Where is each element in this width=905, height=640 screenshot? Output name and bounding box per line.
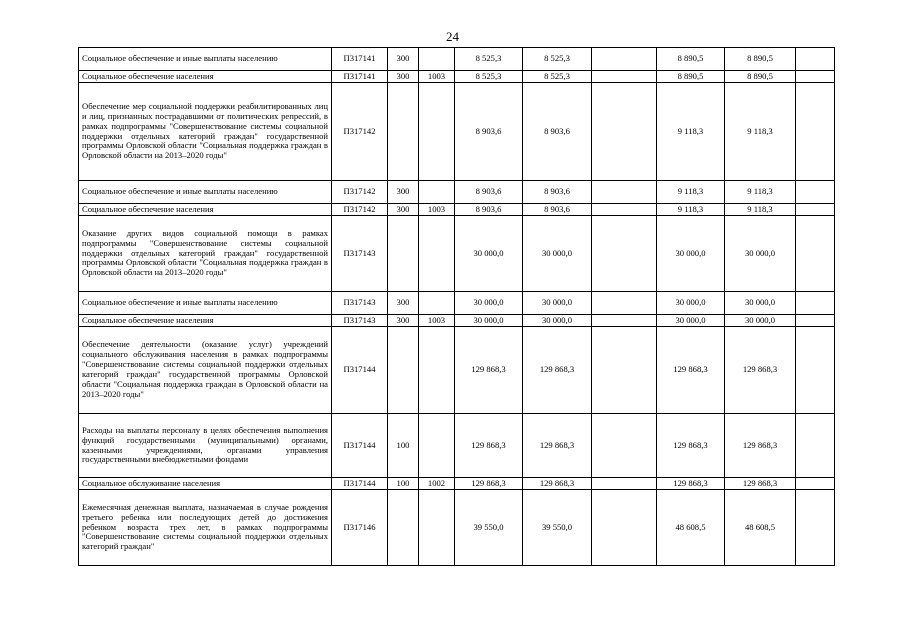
expense-type: 300 [388, 181, 419, 204]
row-name: Социальное обеспечение и иные выплаты населению [79, 48, 332, 71]
section-code: 1002 [419, 478, 455, 490]
amount-5: 30 000,0 [725, 292, 796, 315]
table-row [79, 216, 835, 292]
amount-6 [796, 71, 835, 83]
amount-2: 30 000,0 [523, 216, 592, 292]
amount-3 [592, 327, 657, 414]
expense-type: 100 [388, 478, 419, 490]
amount-5: 9 118,3 [725, 204, 796, 216]
table-row [79, 71, 835, 83]
table-row [79, 327, 835, 414]
amount-1: 129 868,3 [455, 414, 523, 478]
amount-4: 129 868,3 [657, 414, 725, 478]
target-code: П317142 [332, 204, 388, 216]
amount-6 [796, 414, 835, 478]
amount-6 [796, 327, 835, 414]
expense-type: 100 [388, 414, 419, 478]
amount-2: 8 903,6 [523, 181, 592, 204]
target-code: П317144 [332, 327, 388, 414]
section-code [419, 292, 455, 315]
expense-type: 300 [388, 48, 419, 71]
amount-3 [592, 490, 657, 566]
amount-5: 30 000,0 [725, 216, 796, 292]
amount-1: 39 550,0 [455, 490, 523, 566]
amount-6 [796, 181, 835, 204]
amount-2: 30 000,0 [523, 292, 592, 315]
amount-3 [592, 181, 657, 204]
amount-5: 30 000,0 [725, 315, 796, 327]
expense-type [388, 83, 419, 181]
section-code [419, 490, 455, 566]
amount-6 [796, 204, 835, 216]
amount-1: 30 000,0 [455, 315, 523, 327]
amount-5: 129 868,3 [725, 414, 796, 478]
target-code: П317143 [332, 292, 388, 315]
amount-2: 8 525,3 [523, 48, 592, 71]
amount-3 [592, 414, 657, 478]
amount-4: 8 890,5 [657, 48, 725, 71]
amount-3 [592, 292, 657, 315]
section-code [419, 48, 455, 71]
expense-type: 300 [388, 71, 419, 83]
target-code: П317141 [332, 48, 388, 71]
target-code: П317142 [332, 181, 388, 204]
amount-5: 8 890,5 [725, 48, 796, 71]
amount-4: 129 868,3 [657, 478, 725, 490]
budget-table [78, 47, 835, 566]
table-row [79, 414, 835, 478]
target-code: П317143 [332, 216, 388, 292]
row-name: Социальное обеспечение и иные выплаты населению [79, 292, 332, 315]
table-row [79, 490, 835, 566]
section-code: 1003 [419, 71, 455, 83]
amount-4: 129 868,3 [657, 327, 725, 414]
amount-4: 9 118,3 [657, 204, 725, 216]
amount-1: 30 000,0 [455, 216, 523, 292]
table-row [79, 83, 835, 181]
amount-6 [796, 490, 835, 566]
amount-1: 8 903,6 [455, 204, 523, 216]
amount-2: 8 903,6 [523, 83, 592, 181]
row-name: Социальное обеспечение и иные выплаты населению [79, 181, 332, 204]
amount-5: 129 868,3 [725, 327, 796, 414]
amount-5: 8 890,5 [725, 71, 796, 83]
expense-type: 300 [388, 315, 419, 327]
amount-2: 129 868,3 [523, 414, 592, 478]
row-name: Оказание других видов социальной помощи в рамках подпрограммы "Совершенствование системы социальной поддержки отдельных категорий граждан" государственной программы Орловской области "Социальная поддержка граждан в Орловской области на 2013–2020 годы" [79, 216, 332, 292]
amount-1: 129 868,3 [455, 327, 523, 414]
table-row [79, 478, 835, 490]
target-code: П317144 [332, 478, 388, 490]
section-code [419, 83, 455, 181]
expense-type: 300 [388, 204, 419, 216]
section-code [419, 327, 455, 414]
amount-5: 129 868,3 [725, 478, 796, 490]
target-code: П317146 [332, 490, 388, 566]
amount-6 [796, 292, 835, 315]
amount-2: 8 903,6 [523, 204, 592, 216]
amount-4: 9 118,3 [657, 181, 725, 204]
section-code: 1003 [419, 315, 455, 327]
table-row [79, 181, 835, 204]
row-name: Социальное обслуживание населения [79, 478, 332, 490]
amount-3 [592, 216, 657, 292]
section-code [419, 414, 455, 478]
amount-6 [796, 48, 835, 71]
target-code: П317142 [332, 83, 388, 181]
amount-6 [796, 216, 835, 292]
amount-3 [592, 315, 657, 327]
amount-4: 8 890,5 [657, 71, 725, 83]
page-number: 24 [446, 29, 459, 44]
row-name: Расходы на выплаты персоналу в целях обеспечения выполнения функций государственными (муниципальными) органами, казенными учреждениями, органами управления государственными внебюджетными фондами [79, 414, 332, 478]
row-name: Социальное обеспечение населения [79, 315, 332, 327]
amount-3 [592, 478, 657, 490]
row-name: Социальное обеспечение населения [79, 204, 332, 216]
amount-4: 9 118,3 [657, 83, 725, 181]
section-code [419, 216, 455, 292]
amount-5: 48 608,5 [725, 490, 796, 566]
amount-3 [592, 71, 657, 83]
amount-4: 30 000,0 [657, 216, 725, 292]
amount-6 [796, 478, 835, 490]
row-name: Обеспечение мер социальной поддержки реабилитированных лиц и лиц, признанных пострадавшими от политических репрессий, в рамках подпрограммы "Совершенствование системы социальной поддержки отдельных категорий граждан" государственной программы Орловской области "Социальная поддержка граждан в Орловской области на 2013–2020 годы" [79, 83, 332, 181]
row-name: Обеспечение деятельности (оказание услуг) учреждений социального обслуживания населения в рамках подпрограммы "Совершенствование системы социальной поддержки отдельных категорий граждан" государственной программы Орловской области "Социальная поддержка граждан в Орловской области на 2013–2020 годы" [79, 327, 332, 414]
amount-1: 8 903,6 [455, 181, 523, 204]
table-row [79, 292, 835, 315]
section-code [419, 181, 455, 204]
amount-1: 8 525,3 [455, 48, 523, 71]
amount-3 [592, 83, 657, 181]
amount-2: 39 550,0 [523, 490, 592, 566]
section-code: 1003 [419, 204, 455, 216]
expense-type [388, 490, 419, 566]
amount-2: 30 000,0 [523, 315, 592, 327]
target-code: П317143 [332, 315, 388, 327]
row-name: Ежемесячная денежная выплата, назначаемая в случае рождения третьего ребенка или последующих детей до достижения ребенком возраста трех лет, в рамках подпрограммы "Совершенствование системы социальной поддержки отдельных категорий граждан" [79, 490, 332, 566]
amount-1: 8 525,3 [455, 71, 523, 83]
amount-3 [592, 48, 657, 71]
amount-1: 30 000,0 [455, 292, 523, 315]
amount-4: 48 608,5 [657, 490, 725, 566]
amount-1: 8 903,6 [455, 83, 523, 181]
amount-2: 129 868,3 [523, 327, 592, 414]
amount-4: 30 000,0 [657, 292, 725, 315]
amount-2: 8 525,3 [523, 71, 592, 83]
expense-type [388, 327, 419, 414]
amount-5: 9 118,3 [725, 181, 796, 204]
amount-2: 129 868,3 [523, 478, 592, 490]
expense-type: 300 [388, 292, 419, 315]
table-row [79, 48, 835, 71]
table-row [79, 315, 835, 327]
target-code: П317141 [332, 71, 388, 83]
table-row [79, 204, 835, 216]
amount-6 [796, 83, 835, 181]
amount-3 [592, 204, 657, 216]
amount-5: 9 118,3 [725, 83, 796, 181]
expense-type [388, 216, 419, 292]
amount-6 [796, 315, 835, 327]
row-name: Социальное обеспечение населения [79, 71, 332, 83]
amount-1: 129 868,3 [455, 478, 523, 490]
amount-4: 30 000,0 [657, 315, 725, 327]
target-code: П317144 [332, 414, 388, 478]
